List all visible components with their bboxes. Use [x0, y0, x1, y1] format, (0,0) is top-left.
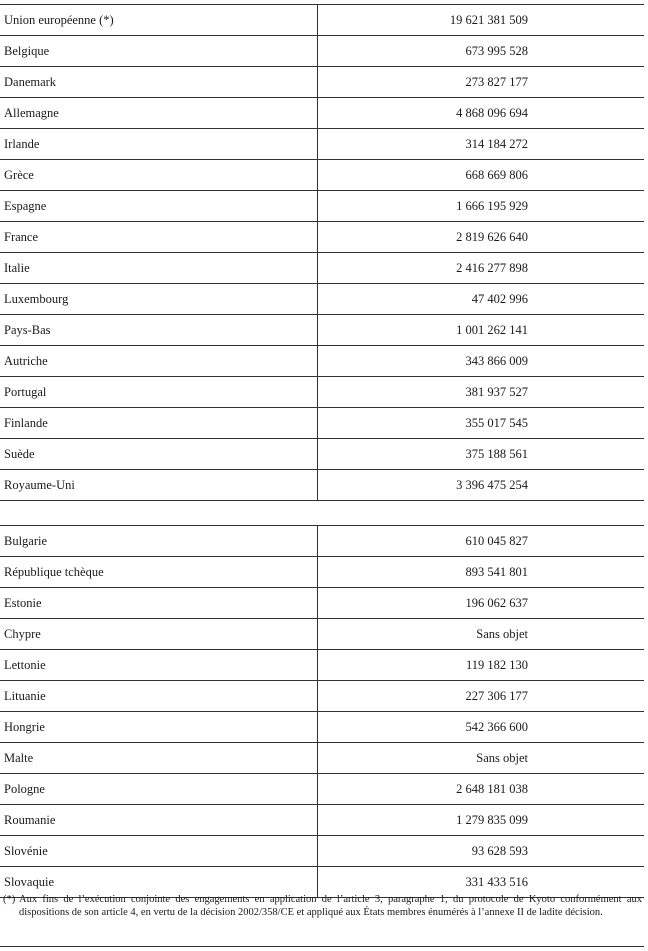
table-row: [0, 407, 644, 438]
table-row: [0, 314, 644, 345]
country-name: Belgique: [0, 36, 318, 66]
allowance-value: 3 396 475 254: [456, 477, 528, 492]
table-row: [0, 835, 644, 866]
member-states-table: [0, 4, 644, 501]
allowance-value: 331 433 516: [465, 874, 528, 889]
allowance-value: 1 666 195 929: [456, 198, 528, 213]
table-row: [0, 66, 644, 97]
country-name: Luxembourg: [0, 284, 318, 314]
footnote-marker: (*): [3, 894, 16, 905]
footnote: [0, 893, 644, 919]
country-name: Italie: [0, 253, 318, 283]
country-name: Lettonie: [0, 650, 318, 680]
table-row: [0, 35, 644, 66]
table-row: [0, 742, 644, 773]
allowance-value: Sans objet: [476, 626, 528, 641]
table-row: [0, 345, 644, 376]
allowance-value: 227 306 177: [465, 688, 528, 703]
allowance-value: 93 628 593: [471, 843, 528, 858]
table-row: [0, 618, 644, 649]
allowance-value: 196 062 637: [465, 595, 528, 610]
allowance-value: 355 017 545: [465, 415, 528, 430]
allowance-value: 668 669 806: [465, 167, 528, 182]
country-name: Espagne: [0, 191, 318, 221]
country-name: Pologne: [0, 774, 318, 804]
table-row: [0, 773, 644, 804]
country-name: République tchèque: [0, 557, 318, 587]
table-row: [0, 711, 644, 742]
table-row: [0, 556, 644, 587]
allowance-value: 2 416 277 898: [456, 260, 528, 275]
table-row: [0, 190, 644, 221]
country-name: Union européenne (*): [0, 5, 318, 35]
country-name: Allemagne: [0, 98, 318, 128]
country-name: Lituanie: [0, 681, 318, 711]
country-name: Slovénie: [0, 836, 318, 866]
allowance-value: Sans objet: [476, 750, 528, 765]
allowance-value: 1 279 835 099: [456, 812, 528, 827]
table-row: [0, 159, 644, 190]
country-name: Slovaquie: [0, 867, 318, 897]
table-row: [0, 283, 644, 314]
allowance-value: 4 868 096 694: [456, 105, 528, 120]
country-name: Pays-Bas: [0, 315, 318, 345]
table-row: [0, 376, 644, 407]
country-name: Finlande: [0, 408, 318, 438]
allowance-value: 542 366 600: [465, 719, 528, 734]
new-member-states-table: [0, 525, 644, 898]
country-name: Bulgarie: [0, 526, 318, 556]
country-name: Royaume-Uni: [0, 470, 318, 500]
allowance-value: 381 937 527: [465, 384, 528, 399]
allowance-value: 314 184 272: [465, 136, 528, 151]
table-row: [0, 97, 644, 128]
country-name: Danemark: [0, 67, 318, 97]
table-row: [0, 221, 644, 252]
table-row: [0, 438, 644, 469]
table-row: [0, 526, 644, 556]
allowance-value: 610 045 827: [465, 533, 528, 548]
allowance-value: 2 819 626 640: [456, 229, 528, 244]
allowance-value: 19 621 381 509: [449, 12, 528, 27]
table-row: [0, 804, 644, 835]
allowance-value: 47 402 996: [471, 291, 528, 306]
allowance-value: 273 827 177: [465, 74, 528, 89]
country-name: Chypre: [0, 619, 318, 649]
country-name: Suède: [0, 439, 318, 469]
allowance-value: 375 188 561: [465, 446, 528, 461]
country-name: Portugal: [0, 377, 318, 407]
allowance-value: 673 995 528: [465, 43, 528, 58]
table-row: [0, 680, 644, 711]
country-name: Hongrie: [0, 712, 318, 742]
allowance-value: 1 001 262 141: [456, 322, 528, 337]
table-row: [0, 469, 644, 500]
country-name: Autriche: [0, 346, 318, 376]
country-name: Malte: [0, 743, 318, 773]
allowance-value: 343 866 009: [465, 353, 528, 368]
allowance-value: 2 648 181 038: [456, 781, 528, 796]
table-row: [0, 252, 644, 283]
country-name: Irlande: [0, 129, 318, 159]
table-row: [0, 649, 644, 680]
country-name: Grèce: [0, 160, 318, 190]
allowance-value: 119 182 130: [465, 657, 528, 672]
allowance-value: 893 541 801: [465, 564, 528, 579]
table-row: [0, 128, 644, 159]
country-name: Roumanie: [0, 805, 318, 835]
country-name: France: [0, 222, 318, 252]
footnote-rule: [0, 946, 644, 947]
country-name: Estonie: [0, 588, 318, 618]
table-row: [0, 587, 644, 618]
footnote-text: Aux fins de l’exécution conjointe des engagements en application de l’article 3, paragraphe 1, du protocole de Kyoto conformément aux dispositions de son article 4, en vertu de la décision 2002/358/CE et appliqué aux États membres énumérés à l’annexe II de ladite décision.: [19, 894, 642, 918]
table-row: [0, 5, 644, 35]
